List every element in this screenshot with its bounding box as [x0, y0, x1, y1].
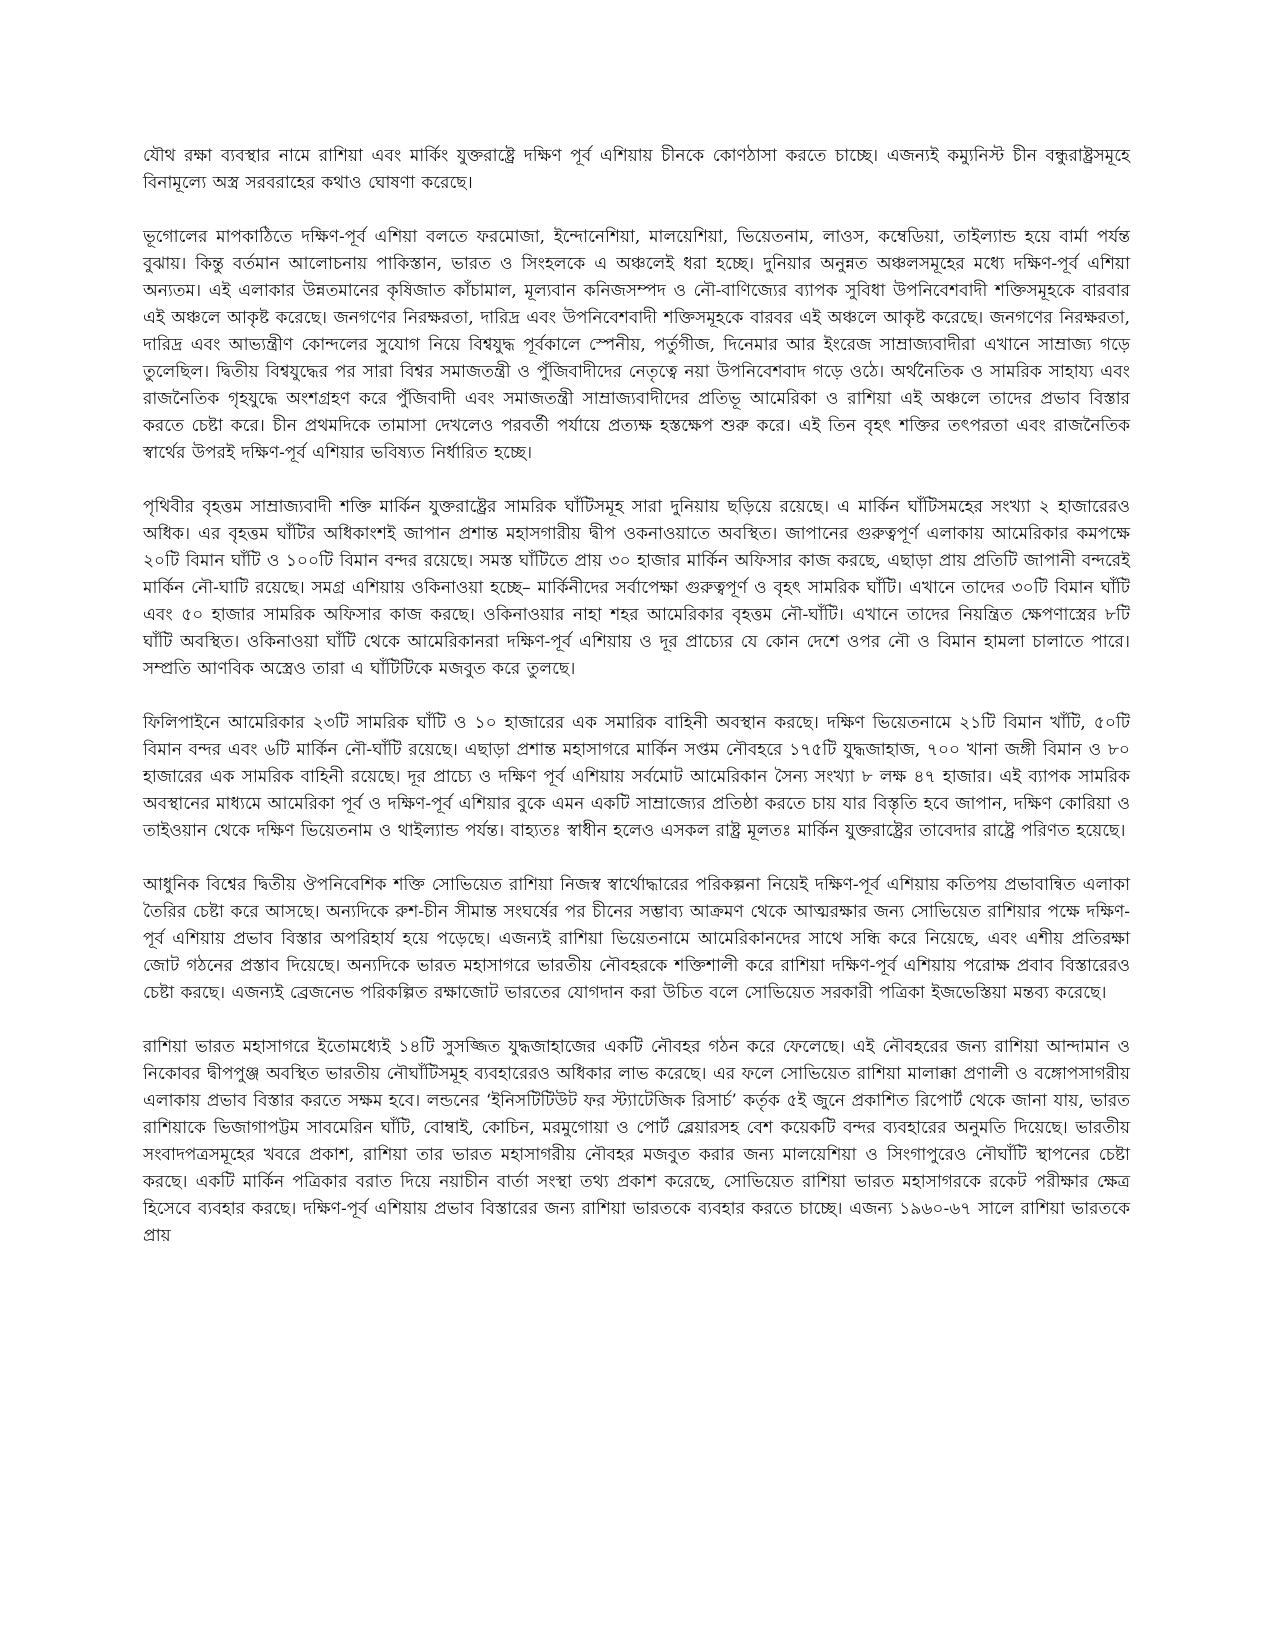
body-text: [143, 143, 1130, 1277]
body-paragraph: পৃথিবীর বৃহত্তম সাম্রাজ্যবাদী শক্তি মার্কিন যুক্তরাষ্ট্রের সামরিক ঘাঁটিসমূহ সারা দুনিয়ায় ছড়িয়ে রয়েছে। এ মার্কিন ঘাঁটিসমহের সংখ্যা ২ হাজারেরও অধিক। এর বৃহত্তম ঘাঁটির অধিকাংশই জাপান প্রশান্ত মহাসগারীয় দ্বীপ ওকনাওয়াতে অবস্থিত। জাপানের গুরুত্বপূর্ণ এলাকায় আমেরিকার কমপক্ষে ২০টি বিমান ঘাঁটি ও ১০০টি বিমান বন্দর রয়েছে। সমস্ত ঘাঁটিতে প্রায় ৩০ হাজার মার্কিন অফিসার কাজ করছে, এছাড়া প্রায় প্রতিটি জাপানী বন্দরেই মার্কিন নৌ-ঘাটি রয়েছে। সমগ্র এশিয়ায় ওকিনাওয়া হচ্ছে– মার্কিনীদের সর্বাপেক্ষা গুরুত্বপূর্ণ ও বৃহৎ সামরিক ঘাঁটি। এখানে তাদের ৩০টি বিমান ঘাঁটি এবং ৫০ হাজার সামরিক অফিসার কাজ করছে। ওকিনাওয়ার নাহা শহর আমেরিকার বৃহত্তম নৌ-ঘাঁটি। এখানে তাদের নিয়ন্ত্রিত ক্ষেপণাস্ত্রের ৮টি ঘাঁটি অবস্থিত। ওকিনাওয়া ঘাঁটি থেকে আমেরিকানরা দক্ষিণ-পূর্ব এশিয়ায় ও দূর প্রাচ্যের যে কোন দেশে ওপর নৌ ও বিমান হামলা চালাতে পারে। সম্প্রতি আণবিক অস্ত্রেও তারা এ ঘাঁটিটিকে মজবুত করে তুলছে।: [143, 497, 1130, 679]
body-paragraph: যৌথ রক্ষা ব্যবস্থার নামে রাশিয়া এবং মার্কিং যুক্তরাষ্ট্রে দক্ষিণ পূর্ব এশিয়ায় চীনকে কোণঠাসা করতে চাচ্ছে। এজন্যই কম্যুনিস্ট চীন বন্ধুরাষ্ট্রসমূহে বিনামূল্যে অস্ত্র সরবরাহের কথাও ঘোষণা করেছে।: [143, 146, 1130, 193]
body-paragraph: আধুনিক বিশ্বের দ্বিতীয় ঔপনিবেশিক শক্তি সোভিয়েত রাশিয়া নিজস্ব স্বার্থোদ্ধারের পরিকল্পনা নিয়েই দক্ষিণ-পূর্ব এশিয়ায় কতিপয় প্রভাবান্বিত এলাকা তৈরির চেষ্টা করে আসছে। অন্যদিকে রুশ-চীন সীমান্ত সংঘর্ষের পর চীনের সম্ভাব্য আক্রমণ থেকে আত্মরক্ষার জন্য সোভিয়েত রাশিয়ার পক্ষে দক্ষিণ-পূর্ব এশিয়ায় প্রভাব বিস্তার অপরিহার্য হয়ে পড়েছে। এজন্যই রাশিয়া ভিয়েতনামে আমেরিকানদের সাথে সন্ধি করে নিয়েছে, এবং এশীয় প্রতিরক্ষা জোট গঠনের প্রস্তাব দিয়েছে। অন্যদিকে ভারত মহাসাগরে ভারতীয় নৌবহরকে শক্তিশালী করে রাশিয়া দক্ষিণ-পূর্ব এশিয়ায় পরোক্ষ প্রবাব বিস্তারেরও চেষ্টা করছে। এজন্যই ব্রেজনেভ পরিকল্পিত রক্ষাজোট ভারতের যোগদান করা উচিত বলে সোভিয়েত সরকারী পত্রিকা ইজভেস্তিয়া মন্তব্য করেছে।: [143, 875, 1130, 1003]
body-paragraph: ভূগোলের মাপকাঠিতে দক্ষিণ-পূর্ব এশিয়া বলতে ফরমোজা, ইন্দোনেশিয়া, মালয়েশিয়া, ভিয়েতনাম, লাওস, কম্বেডিয়া, তাইল্যান্ড হয়ে বার্মা পর্যন্ত বুঝায়। কিন্তু বর্তমান আলোচনায় পাকিস্তান, ভারত ও সিংহলকে এ অঞ্চলেই ধরা হচ্ছে। দুনিয়ার অনুন্নত অঞ্চলসমূহের মধ্যে দক্ষিণ-পূর্ব এশিয়া অন্যতম। এই এলাকার উন্নতমানের কৃষিজাত কাঁচামাল, মূল্যবান কনিজসম্পদ ও নৌ-বাণিজ্যের ব্যাপক সুবিধা উপনিবেশবাদী শক্তিসমূহকে বারবার এই অঞ্চলে আকৃষ্ট করেছে। জনগণের নিরক্ষরতা, দারিদ্র এবং উপনিবেশবাদী শক্তিসমূহকে বারবর এই অঞ্চলে আকৃষ্ট করেছে। জনগণের নিরক্ষরতা, দারিদ্র এবং আভ্যন্ত্রীণ কোন্দলের সুযোগ নিয়ে বিশ্বযুদ্ধ পূর্বকালে স্পেনীয়, পর্তুগীজ, দিনেমার আর ইংরেজ সাম্রাজ্যবাদীরা এখানে সাম্রাজ্য গড়ে তুলেছিল। দ্বিতীয় বিশ্বযুদ্ধের পর সারা বিশ্বর সমাজতন্ত্রী ও পুঁজিবাদীদের নেতৃত্বে নয়া উপনিবেশবাদ গড়ে ওঠে। অর্থনৈতিক ও সামরিক সাহায্য এবং রাজনৈতিক গৃহযুদ্ধে অংশগ্রহণ করে পুঁজিবাদী এবং সমাজতন্ত্রী সাম্রাজ্যবাদীদের প্রতিভূ আমেরিকা ও রাশিয়া এই অঞ্চলে তাদের প্রভাব বিস্তার করতে চেষ্টা করে। চীন প্রথমদিকে তামাসা দেখলেও পরবর্তী পর্যায়ে প্রত্যক্ষ হস্তক্ষেপ শুরু করে। এই তিন বৃহৎ শক্তির তৎপরতা এবং রাজনৈতিক স্বার্থের উপরই দক্ষিণ-পূর্ব এশিয়ার ভবিষ্যত নির্ধারিত হচ্ছে।: [143, 227, 1130, 463]
body-paragraph: রাশিয়া ভারত মহাসাগরে ইতোমধ্যেই ১৪টি সুসজ্জিত যুদ্ধজাহাজের একটি নৌবহর গঠন করে ফেলেছে। এই নৌবহরের জন্য রাশিয়া আন্দামান ও নিকোবর দ্বীপপুঞ্জ অবস্থিত ভারতীয় নৌঘাঁটিসমূহ ব্যবহারেরও অধিকার লাভ করেছে। এর ফলে সোভিয়েত রাশিয়া মালাক্কা প্রণালী ও বঙ্গোপসাগরীয় এলাকায় প্রভাব বিস্তার করতে সক্ষম হবে। লন্ডনের ‘ইনিসটিটিউট ফর স্ট্যাটেজিক রিসার্চ’ কর্তৃক ৫ই জুনে প্রকাশিত রিপোর্ট থেকে জানা যায়, ভারত রাশিয়াকে ভিজাগাপট্টম সাবমেরিন ঘাঁটি, বোম্বাই, কোচিন, মরমুগোয়া ও পোর্ট ব্লেয়ারসহ বেশ কয়েকটি বন্দর ব্যবহারের অনুমতি দিয়েছে। ভারতীয় সংবাদপত্রসমূহের খবরে প্রকাশ, রাশিয়া তার ভারত মহাসাগরীয় নৌবহর মজবুত করার জন্য মালয়েশিয়া ও সিংগাপুরেও নৌঘাঁটি স্থাপনের চেষ্টা করছে। একটি মার্কিন পত্রিকার বরাত দিয়ে নয়াচীন বার্তা সংস্থা তথ্য প্রকাশ করেছে, সোভিয়েত রাশিয়া ভারত মহাসাগরকে রকেট পরীক্ষার ক্ষেত্র হিসেবে ব্যবহার করছে। দক্ষিণ-পূর্ব এশিয়ায় প্রভাব বিস্তারের জন্য রাশিয়া ভারতকে ব্যবহার করতে চাচ্ছে। এজন্য ১৯৬০-৬৭ সালে রাশিয়া ভারতকে প্রায়: [143, 1037, 1130, 1246]
body-paragraph: ফিলিপাইনে আমেরিকার ২৩টি সামরিক ঘাঁটি ও ১০ হাজারের এক সমারিক বাহিনী অবস্থান করছে। দক্ষিণ ভিয়েতনামে ২১টি বিমান খাঁটি, ৫০টি বিমান বন্দর এবং ৬টি মার্কিন নৌ-ঘাঁটি রয়েছে। এছাড়া প্রশান্ত মহাসাগরে মার্কিন সপ্তম নৌবহরে ১৭৫টি যুদ্ধজাহাজ, ৭০০ খানা জঙ্গী বিমান ও ৮০ হাজারের এক সামরিক বাহিনী রয়েছে। দূর প্রাচ্যে ও দক্ষিণ পূর্ব এশিয়ায় সর্বমোট আমেরিকান সৈন্য সংখ্যা ৮ লক্ষ ৪৭ হাজার। এই ব্যাপক সামরিক অবস্থানের মাধ্যমে আমেরিকা পূর্ব ও দক্ষিণ-পূর্ব এশিয়ার বুকে এমন একটি সাম্রাজ্যের প্রতিষ্ঠা করতে চায় যার বিস্তৃতি হবে জাপান, দক্ষিণ কোরিয়া ও তাইওয়ান থেকে দক্ষিণ ভিয়েতনাম ও থাইল্যান্ড পর্যন্ত। বাহ্যতঃ স্বাধীন হলেও এসকল রাষ্ট্র মূলতঃ মার্কিন যুক্তরাষ্ট্রের তাবেদার রাষ্ট্রে পরিণত হয়েছে।: [143, 713, 1130, 841]
